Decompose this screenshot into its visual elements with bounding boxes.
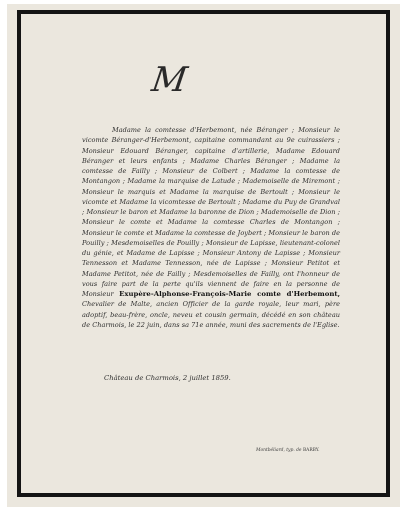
deceased-name: Exupère-Alphonse-François-Marie comte d'Herbemont, (119, 290, 340, 298)
printer-mark (256, 448, 320, 453)
printer-name: BARBY. (302, 448, 320, 453)
dateline: Château de Charmois, 2 juillet 1859. (104, 374, 231, 382)
printer-prefix: Montbéliard, typ. de (256, 448, 302, 453)
announcement-text (82, 125, 340, 330)
ornamental-initial: M (149, 60, 190, 100)
announcement-intro: Madame la comtesse d'Herbemont, née Béranger ; Monsieur le vicomte Béranger-d'Herbemont, capitaine commandant au 9e cuirassiers ; Monsieur Edouard Béranger, capitaine d'artillerie, Madame Edouard Béranger et leurs enfants ; Madame Charles Béranger ; Madame la comtesse de Failly ; Monsieur de Colbert ; Madame la comtesse de Montangon ; Madame la marquise de Latude ; Mademoiselle de Miremont ; Monsieur le marquis et Madame la marquise de Bertoult ; Monsieur le vicomte et Madame la vicomtesse de Bertoult ; Madame du Puy de Grandval ; Monsieur le baron et Madame la baronne de Dion ; Mademoiselle de Dion ; Monsieur le comte et Madame la comtesse Charles de Montangon ; Monsieur le comte et Madame la comtesse de Joybert ; Monsieur le baron de Pouilly ; Mesdemoiselles de Pouilly ; Monsieur de Lapisse, lieutenant-colonel du génie, et Madame de Lapisse ; Monsieur Antony de Lapisse ; Monsieur Tennesson et Madame Tennesson, née de Lapisse ; Monsieur Petitot et Madame Petitot, née de Failly ; Mesdemoiselles de Failly, ont l'honneur de vous faire part de la perte qu'ils viennent de faire en la personne de Monsieur (82, 126, 340, 298)
announcement-outro: Chevalier de Malte, ancien Officier de la garde royale, leur mari, père adoptif, beau-frère, oncle, neveu et cousin germain, décédé en son château de Charmois, le 22 juin, dans sa 71e année, muni des sacrements de l'Eglise. (82, 300, 340, 329)
